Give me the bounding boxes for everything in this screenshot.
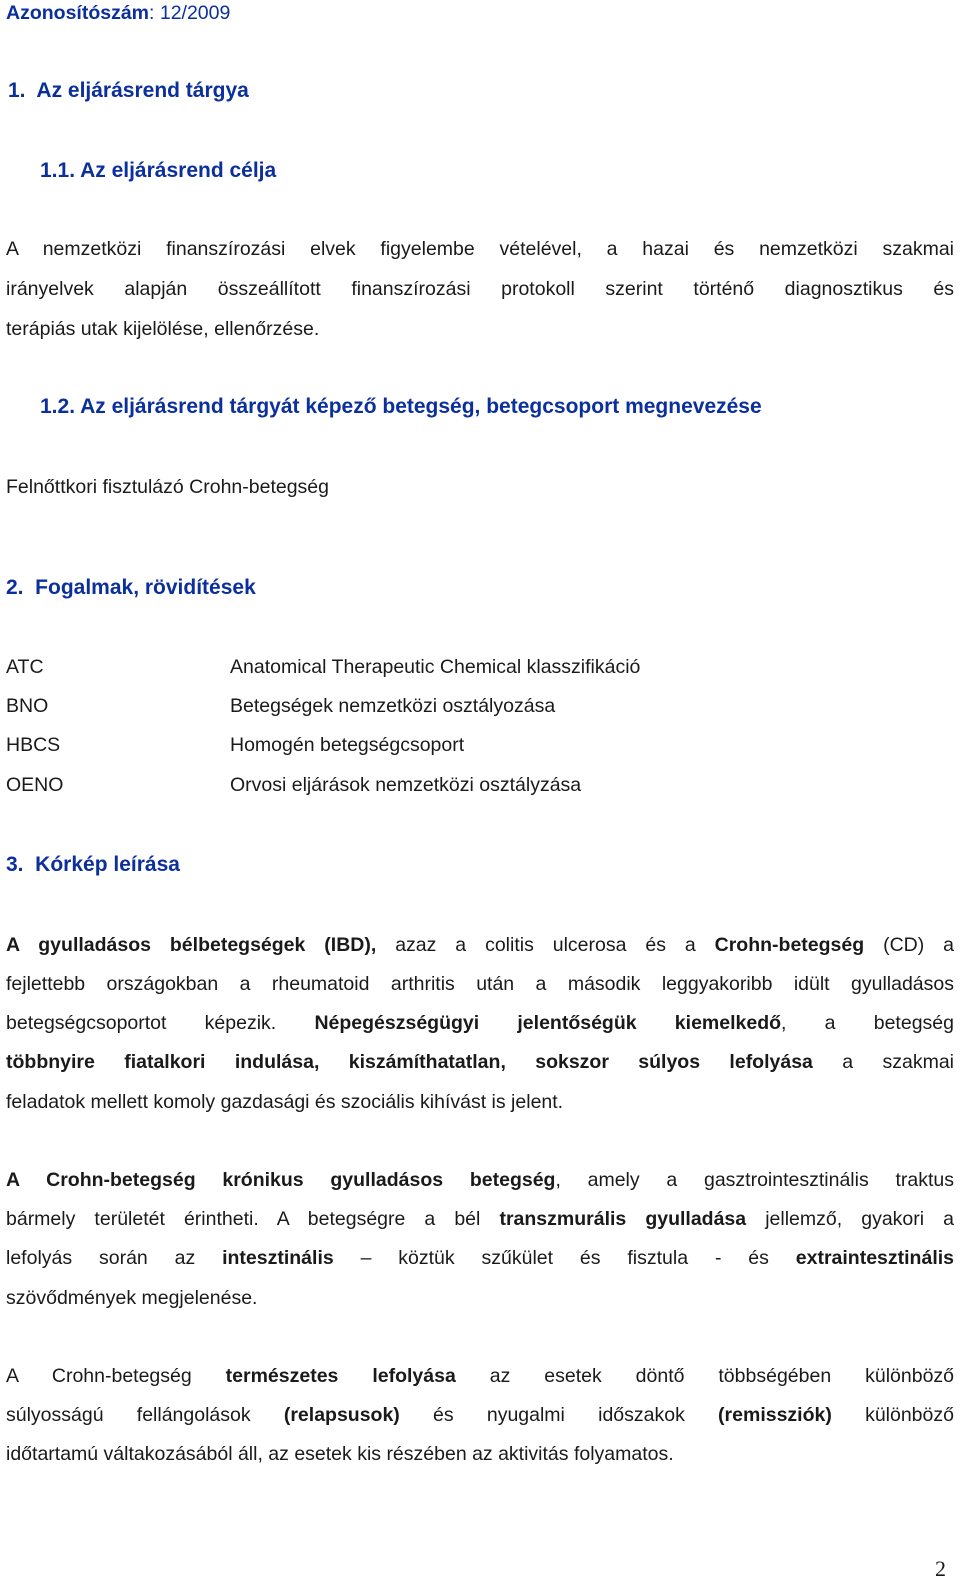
section-1-1-title: 1.1. Az eljárásrend célja [40,159,277,182]
paragraph-line [6,933,954,957]
paragraph-line [6,1011,954,1035]
paragraph-line: szövődmények megjelenése. [6,1287,258,1309]
bold-text: extraintesztinális [795,1247,954,1269]
text: az esetek döntő többségében különböző [455,1365,955,1387]
abbreviation-term: ATC [6,656,44,678]
page-number: 2 [935,1556,946,1581]
text: lefolyás során az [6,1247,223,1269]
bold-text: A Crohn-betegség krónikus gyulladásos betegség [6,1169,556,1191]
bold-text: intesztinális [222,1247,334,1269]
bold-text: természetes lefolyása [225,1365,456,1387]
bold-text: (remissziók) [718,1404,832,1426]
paragraph-line: időtartamú váltakozásából áll, az esetek kis részében az aktivitás folyamatos. [6,1443,674,1465]
section-2-title: 2. Fogalmak, rövidítések [6,576,256,599]
text: a szakmai [812,1051,954,1073]
section-3-title: 3. Kórkép leírása [6,853,180,876]
paragraph-line [6,1050,954,1074]
abbreviation-term: HBCS [6,734,61,756]
paragraph-line [6,1403,954,1427]
text: bármely területét érintheti. A betegségre a bél [6,1208,500,1230]
paragraph-line [6,1246,954,1270]
abbreviation-definition: Anatomical Therapeutic Chemical klasszifikáció [230,656,641,678]
abbreviation-definition: Betegségek nemzetközi osztályozása [230,695,556,717]
paragraph-line [6,1364,954,1388]
text: súlyosságú fellángolások [6,1404,284,1426]
text: azaz a colitis ulcerosa és a [376,934,715,956]
section-1-2-title: 1.2. Az eljárásrend tárgyát képező betegség, betegcsoport megnevezése [40,395,762,418]
bold-text: Népegészségügyi jelentőségük kiemelkedő [314,1012,782,1034]
paragraph-line: feladatok mellett komoly gazdasági és szociális kihívást is jelent. [6,1091,564,1113]
paragraph-line: terápiás utak kijelölése, ellenőrzése. [6,318,320,340]
section-1-title: 1. Az eljárásrend tárgya [8,79,249,102]
text: – köztük szűkület és fisztula - és [333,1247,796,1269]
disease-name: Felnőttkori fisztulázó Crohn-betegség [6,476,329,498]
abbreviation-definition: Orvosi eljárások nemzetközi osztályzása [230,774,582,796]
bold-text: A gyulladásos bélbetegségek (IBD), [6,934,377,956]
paragraph-line: A nemzetközi finanszírozási elvek figyelembe vételével, a hazai és nemzetközi szakmai [6,238,954,260]
text: , a betegség [781,1012,954,1034]
paragraph-line [6,1168,954,1192]
bold-text: Crohn-betegség [714,934,865,956]
document-id [6,1,230,25]
abbreviation-definition: Homogén betegségcsoport [230,734,465,756]
text: és nyugalmi időszakok [399,1404,719,1426]
bold-text: többnyire fiatalkori indulása, kiszámíthatatlan, sokszor súlyos lefolyása [6,1051,813,1073]
bold-text: (relapsusok) [283,1404,400,1426]
text: , amely a gasztrointesztinális traktus [555,1169,954,1191]
text: betegségcsoportot képezik. [6,1012,315,1034]
text: A Crohn-betegség [6,1365,226,1387]
paragraph-line: irányelvek alapján összeállított finanszírozási protokoll szerint történő diagnosztikus és [6,278,954,300]
paragraph-line: fejlettebb országokban a rheumatoid arthritis után a második leggyakoribb idült gyulladásos [6,973,954,995]
document-id-label: Azonosítószám [6,2,150,24]
abbreviation-term: OENO [6,774,64,796]
text: jellemző, gyakori a [746,1208,955,1230]
text: (CD) a [864,934,954,956]
document-id-value: : 12/2009 [149,2,231,24]
abbreviation-term: BNO [6,695,49,717]
text: különböző [831,1404,954,1426]
paragraph-line [6,1207,954,1231]
bold-text: transzmurális gyulladása [499,1208,747,1230]
